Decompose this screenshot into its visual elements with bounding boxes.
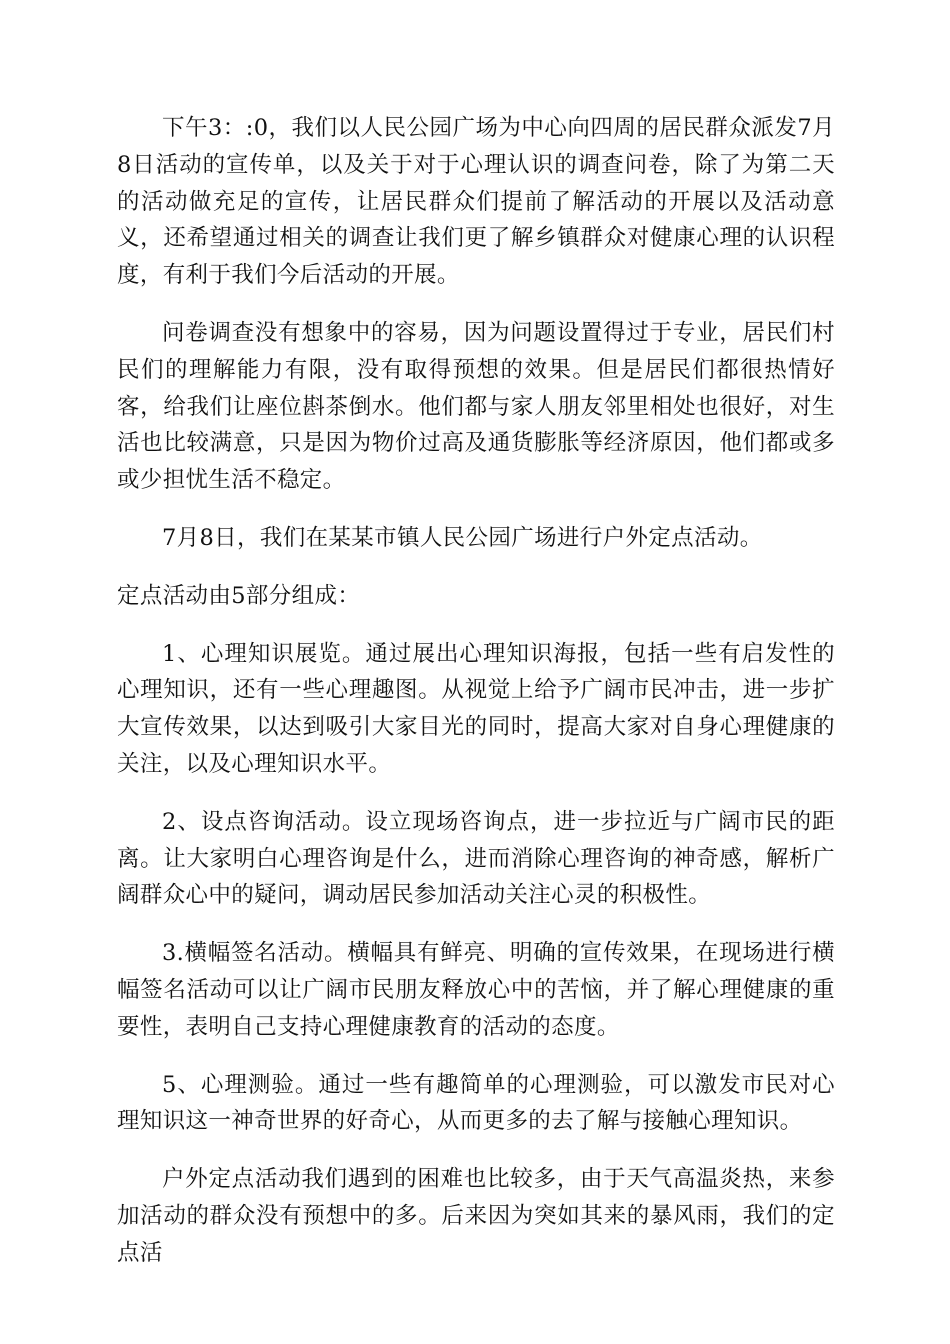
paragraph-banner-signing: 3.横幅签名活动。横幅具有鲜亮、明确的宣传效果，在现场进行横幅签名活动可以让广阔市民朋友释放心中的苦恼，并了解心理健康的重要性，表明自己支持心理健康教育的活动的态度。 [117, 940, 835, 1040]
document-body [117, 110, 835, 1293]
paragraph-survey-results: 问卷调查没有想象中的容易，因为问题设置得过于专业，居民们村民们的理解能力有限，没有取得预想的效果。但是居民们都很热情好客，给我们让座位斟茶倒水。他们都与家人朋友邻里相处也很好，对生活也比较满意，只是因为物价过高及通货膨胀等经济原因，他们都或多或少担忧生活不稳定。 [117, 319, 835, 494]
paragraph-activity-parts-intro: 定点活动由5部分组成： [117, 582, 361, 609]
paragraph-consultation-booth: 2、设点咨询活动。设立现场咨询点，进一步拉近与广阔市民的距离。让大家明白心理咨询是什么，进而消除心理咨询的神奇感，解析广阔群众心中的疑问，调动居民参加活动关注心灵的积极性。 [117, 808, 835, 909]
paragraph-psychological-test: 5、心理测验。通过一些有趣简单的心理测验，可以激发市民对心理知识这一神奇世界的好奇心，从而更多的去了解与接触心理知识。 [117, 1071, 835, 1135]
paragraph-july-8-activity: 7月8日，我们在某某市镇人民公园广场进行户外定点活动。 [162, 524, 763, 551]
paragraph-difficulties: 户外定点活动我们遇到的困难也比较多，由于天气高温炎热，来参加活动的群众没有预想中的多。后来因为突如其来的暴风雨，我们的定点活 [117, 1166, 835, 1266]
paragraph-knowledge-exhibition: 1、心理知识展览。通过展出心理知识海报，包括一些有启发性的心理知识，还有一些心理趣图。从视觉上给予广阔市民冲击，进一步扩大宣传效果，以达到吸引大家目光的同时，提高大家对自身心理健康的关注，以及心理知识水平。 [117, 640, 835, 777]
paragraph-leaflet-distribution: 下午3：:0，我们以人民公园广场为中心向四周的居民群众派发7月8日活动的宣传单，以及关于对于心理认识的调查问卷，除了为第二天的活动做充足的宣传，让居民群众们提前了解活动的开展以及活动意义，还希望通过相关的调查让我们更了解乡镇群众对健康心理的认识程度，有利于我们今后活动的开展。 [117, 115, 835, 289]
